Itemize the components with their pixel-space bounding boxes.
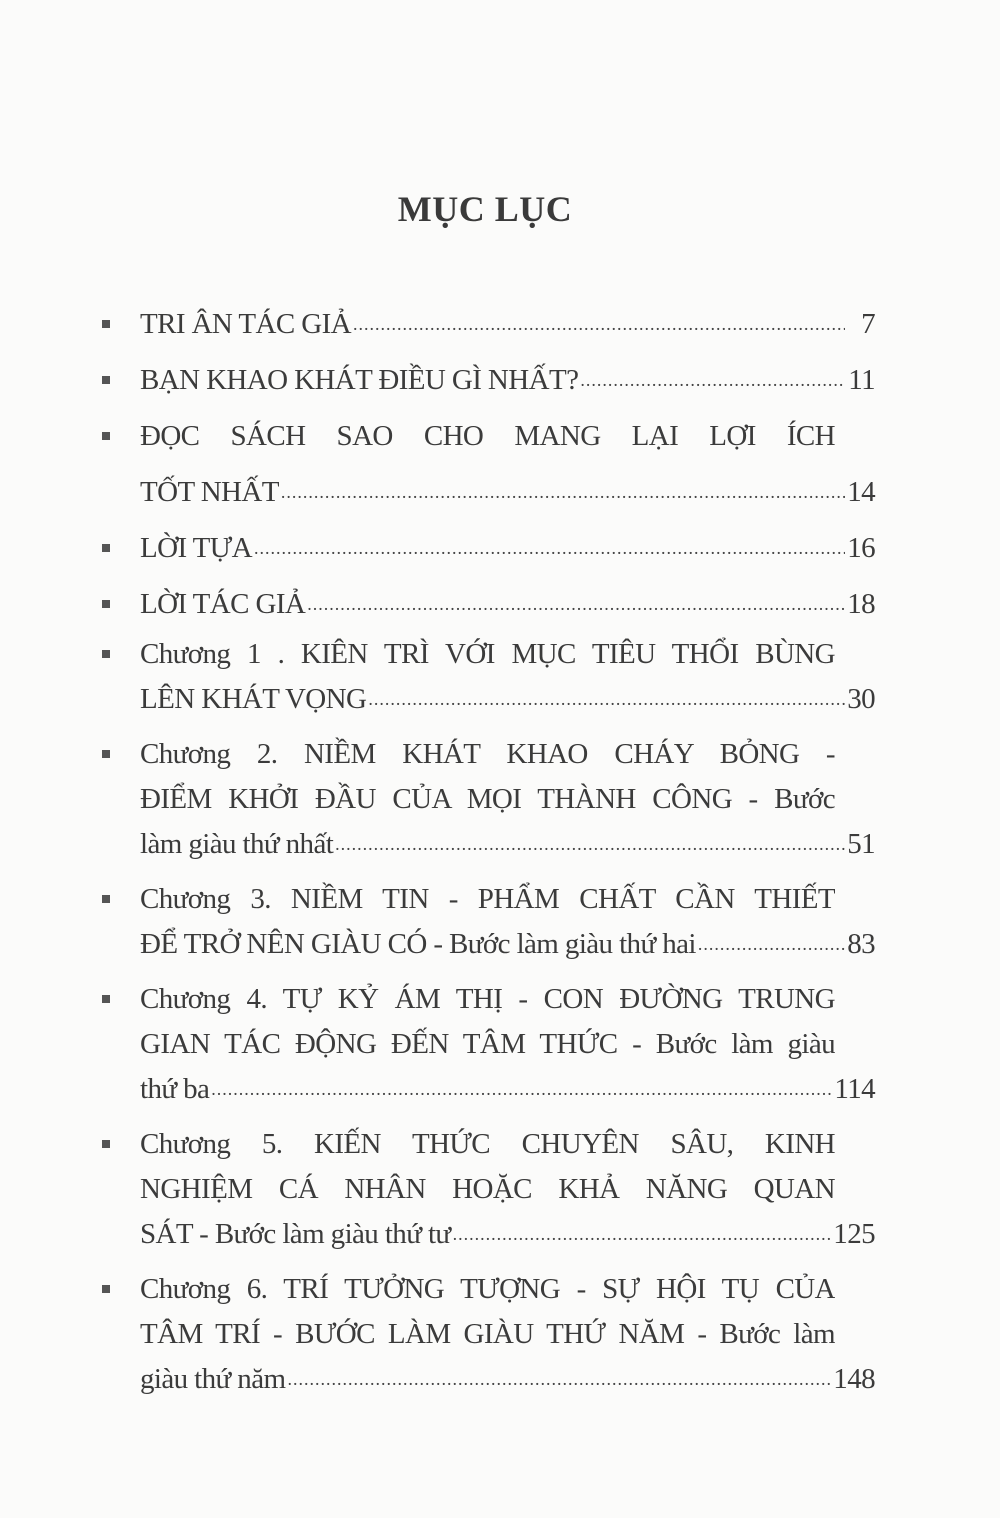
toc-line-last: [140, 1212, 875, 1257]
toc-entry-title: LÊN KHÁT VỌNG: [140, 683, 367, 715]
toc-entry-title: Chương 1 . KIÊN TRÌ VỚI MỤC TIÊU THỔI BÙNG: [140, 638, 835, 670]
page-number: 14: [847, 476, 875, 508]
toc-entry[interactable]: [100, 1122, 875, 1257]
toc-entry-title: LỜI TỰA: [140, 532, 252, 564]
toc-entry[interactable]: [100, 576, 875, 632]
toc-entry-title: Chương 6. TRÍ TƯỞNG TƯỢNG - SỰ HỘI TỤ CỦA: [140, 1273, 835, 1305]
page-number: 125: [833, 1218, 875, 1250]
toc-entry-title: ĐỌC SÁCH SAO CHO MANG LẠI LỢI ÍCH: [140, 420, 835, 452]
page-number: 51: [847, 828, 875, 860]
page-number: 83: [847, 928, 875, 960]
toc-entry-title: làm giàu thứ nhất: [140, 828, 334, 860]
dot-leader: [366, 677, 845, 722]
toc-line-last: [140, 822, 875, 867]
toc-entry[interactable]: [100, 520, 875, 576]
toc-line-last: [140, 296, 875, 352]
toc-entry[interactable]: [100, 977, 875, 1112]
bullet-square-icon: [102, 750, 110, 758]
toc-entry[interactable]: [100, 877, 875, 967]
toc-entry-title: TRI ÂN TÁC GIẢ: [140, 308, 351, 340]
toc-line-last: [140, 1067, 875, 1112]
toc-entry-title: Chương 2. NIỀM KHÁT KHAO CHÁY BỎNG -: [140, 738, 835, 770]
dot-leader: [578, 352, 845, 408]
dot-leader: [333, 822, 845, 867]
bullet-square-icon: [102, 432, 110, 440]
toc-line-last: [140, 677, 875, 722]
toc-line-last: [140, 520, 875, 576]
toc-entry-title: Chương 4. TỰ KỶ ÁM THỊ - CON ĐƯỜNG TRUNG: [140, 983, 835, 1015]
toc-entry[interactable]: [100, 732, 875, 867]
dot-leader: [451, 1212, 834, 1257]
toc-entry-title: Chương 3. NIỀM TIN - PHẨM CHẤT CẦN THIẾT: [140, 883, 835, 915]
toc-entry-title: giàu thứ năm: [140, 1363, 286, 1395]
toc-line-last: [140, 576, 875, 632]
toc-entry[interactable]: [100, 408, 875, 520]
toc-line-last: [140, 464, 875, 520]
toc-entry[interactable]: [100, 1267, 875, 1402]
toc-entry-title: BẠN KHAO KHÁT ĐIỀU GÌ NHẤT?: [140, 364, 579, 396]
bullet-square-icon: [102, 650, 110, 658]
page-number: 16: [847, 532, 875, 564]
dot-leader: [209, 1067, 834, 1112]
page-title: MỤC LỤC: [397, 189, 573, 229]
bullet-square-icon: [102, 895, 110, 903]
dot-leader: [696, 922, 845, 967]
toc-entry[interactable]: [100, 632, 875, 722]
toc-line-last: [140, 1357, 875, 1402]
page-number: 114: [834, 1073, 875, 1105]
dot-leader: [285, 1357, 833, 1402]
toc-line-last: [140, 352, 875, 408]
bullet-square-icon: [102, 544, 110, 552]
toc-entry-title: ĐỂ TRỞ NÊN GIÀU CÓ - Bước làm giàu thứ hai: [140, 928, 696, 960]
toc-entry-title: TÂM TRÍ - BƯỚC LÀM GIÀU THỨ NĂM - Bước làm: [140, 1318, 835, 1350]
bullet-square-icon: [102, 1285, 110, 1293]
bullet-square-icon: [102, 1140, 110, 1148]
dot-leader: [279, 464, 845, 520]
page-number: 11: [848, 364, 875, 396]
toc-line-last: [140, 922, 875, 967]
toc-entry-title: ĐIỂM KHỞI ĐẦU CỦA MỌI THÀNH CÔNG - Bước: [140, 783, 835, 815]
toc-entry-title: SÁT - Bước làm giàu thứ tư: [140, 1218, 451, 1250]
toc-entry[interactable]: [100, 296, 875, 352]
page-number: 7: [861, 308, 875, 340]
page-number: 148: [833, 1363, 875, 1395]
dot-leader: [305, 576, 845, 632]
toc-entry-title: Chương 5. KIẾN THỨC CHUYÊN SÂU, KINH: [140, 1128, 835, 1160]
toc-entry[interactable]: [100, 352, 875, 408]
table-of-contents: [100, 296, 875, 1402]
bullet-square-icon: [102, 376, 110, 384]
dot-leader: [252, 520, 845, 576]
bullet-square-icon: [102, 320, 110, 328]
bullet-square-icon: [102, 600, 110, 608]
bullet-square-icon: [102, 995, 110, 1003]
toc-entry-title: LỜI TÁC GIẢ: [140, 588, 306, 620]
dot-leader: [351, 296, 845, 352]
toc-entry-title: NGHIỆM CÁ NHÂN HOẶC KHẢ NĂNG QUAN: [140, 1173, 835, 1205]
toc-entry-title: thứ ba: [140, 1073, 210, 1105]
toc-entry-title: TỐT NHẤT: [140, 476, 279, 508]
toc-entry-title: GIAN TÁC ĐỘNG ĐẾN TÂM THỨC - Bước làm giàu: [140, 1028, 835, 1060]
page-number: 18: [847, 588, 875, 620]
page-number: 30: [847, 683, 875, 715]
